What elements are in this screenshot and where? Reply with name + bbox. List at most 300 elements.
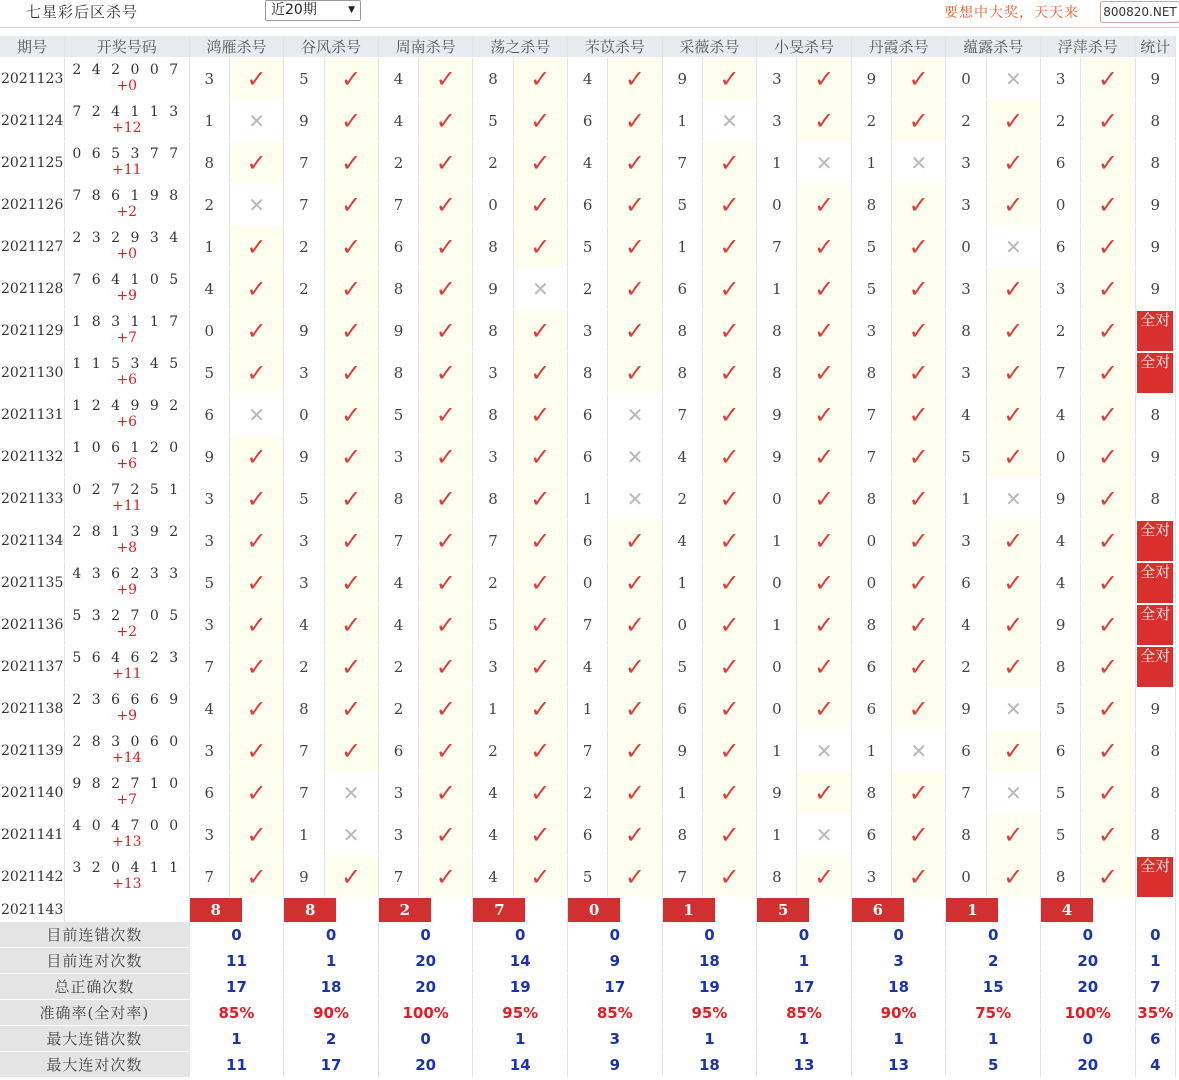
kill-number: 5 xyxy=(284,478,324,520)
table-row xyxy=(0,310,1176,352)
check-icon: ✓ xyxy=(719,610,740,639)
hit-mark-cell xyxy=(702,814,756,856)
kill-number: 3 xyxy=(378,436,418,478)
table-row xyxy=(0,646,1176,688)
kill-number: 7 xyxy=(284,142,324,184)
summary-value: 20 xyxy=(1041,1052,1136,1078)
summary-value: 85% xyxy=(568,1000,663,1026)
kill-number: 1 xyxy=(473,688,513,730)
hit-mark-cell xyxy=(324,226,378,268)
check-icon: ✓ xyxy=(341,568,362,597)
summary-value: 9 xyxy=(568,1052,663,1078)
hit-mark-cell xyxy=(229,100,283,142)
hit-mark-cell xyxy=(986,688,1040,730)
check-icon: ✓ xyxy=(1097,442,1118,471)
current-kill-number: 6 xyxy=(852,898,904,922)
kill-number: 1 xyxy=(662,562,702,604)
issue-number: 2021127 xyxy=(0,226,64,268)
table-row xyxy=(0,478,1176,520)
check-icon: ✓ xyxy=(246,232,267,261)
check-icon: ✓ xyxy=(341,274,362,303)
check-icon: ✓ xyxy=(1097,568,1118,597)
kill-number: 9 xyxy=(1041,478,1081,520)
check-icon: ✓ xyxy=(341,610,362,639)
column-header-predictor[interactable]: 蕴露杀号 xyxy=(946,36,1041,58)
kill-number: 3 xyxy=(378,772,418,814)
kill-number: 5 xyxy=(851,226,891,268)
check-icon: ✓ xyxy=(341,190,362,219)
hit-mark-cell xyxy=(229,226,283,268)
kill-number: 0 xyxy=(473,184,513,226)
current-kill-number: 0 xyxy=(568,898,620,922)
draw-numbers xyxy=(64,646,189,688)
kill-number: 1 xyxy=(568,688,608,730)
hit-mark-cell xyxy=(892,520,946,562)
draw-numbers xyxy=(64,520,189,562)
hit-mark-cell xyxy=(892,58,946,100)
column-header-predictor[interactable]: 采薇杀号 xyxy=(662,36,757,58)
check-icon: ✓ xyxy=(530,106,551,135)
hit-mark-cell xyxy=(419,58,473,100)
hit-mark-cell xyxy=(608,856,662,898)
kill-number: 4 xyxy=(568,142,608,184)
hit-mark-cell xyxy=(1081,394,1135,436)
hit-mark-cell xyxy=(986,142,1040,184)
check-icon: ✓ xyxy=(719,568,740,597)
check-icon: ✓ xyxy=(530,190,551,219)
kill-number: 3 xyxy=(946,142,986,184)
kill-number: 6 xyxy=(189,772,229,814)
check-icon: ✓ xyxy=(1097,778,1118,807)
check-icon: ✓ xyxy=(435,316,456,345)
kill-number: 5 xyxy=(378,394,418,436)
hit-mark-cell xyxy=(324,142,378,184)
kill-number: 7 xyxy=(284,772,324,814)
column-header-stat[interactable]: 统计 xyxy=(1135,36,1175,58)
check-icon: ✓ xyxy=(908,442,929,471)
kill-number: 7 xyxy=(757,226,797,268)
check-icon: ✓ xyxy=(814,232,835,261)
kill-number: 5 xyxy=(189,562,229,604)
kill-number: 8 xyxy=(662,814,702,856)
hit-mark-cell xyxy=(702,184,756,226)
hit-mark-cell xyxy=(702,478,756,520)
period-select[interactable] xyxy=(265,0,361,21)
check-icon: ✓ xyxy=(246,652,267,681)
check-icon: ✓ xyxy=(530,568,551,597)
hit-mark-cell xyxy=(419,478,473,520)
cross-icon: ✕ xyxy=(815,822,833,847)
draw-extra: +11 xyxy=(112,162,142,178)
summary-value: 11 xyxy=(189,948,284,974)
issue-number: 2021139 xyxy=(0,730,64,772)
check-icon: ✓ xyxy=(530,64,551,93)
kill-number: 1 xyxy=(189,100,229,142)
current-kill-number: 2 xyxy=(379,898,431,922)
check-icon: ✓ xyxy=(814,442,835,471)
row-stat: 8 xyxy=(1135,814,1175,856)
check-icon: ✓ xyxy=(624,526,645,555)
kill-number: 3 xyxy=(378,814,418,856)
hit-mark-cell xyxy=(1081,604,1135,646)
kill-number: 4 xyxy=(946,394,986,436)
check-icon: ✓ xyxy=(908,190,929,219)
cross-icon: ✕ xyxy=(721,108,738,133)
hit-mark-cell xyxy=(986,268,1040,310)
summary-label: 目前连错次数 xyxy=(0,922,189,948)
row-stat: 8 xyxy=(1135,394,1175,436)
kill-number: 7 xyxy=(662,142,702,184)
kill-number: 2 xyxy=(284,226,324,268)
summary-value: 18 xyxy=(284,974,379,1000)
table-row xyxy=(0,562,1176,604)
hit-mark-cell xyxy=(513,478,567,520)
summary-value: 75% xyxy=(946,1000,1041,1026)
check-icon: ✓ xyxy=(1003,190,1024,219)
hit-mark-cell xyxy=(797,310,851,352)
kill-number: 4 xyxy=(378,562,418,604)
issue-number: 2021130 xyxy=(0,352,64,394)
issue-number: 2021134 xyxy=(0,520,64,562)
kill-number: 6 xyxy=(1041,730,1081,772)
kill-number: 6 xyxy=(378,730,418,772)
check-icon: ✓ xyxy=(624,232,645,261)
check-icon: ✓ xyxy=(624,652,645,681)
draw-numbers xyxy=(64,730,189,772)
check-icon: ✓ xyxy=(435,694,456,723)
hit-mark-cell xyxy=(513,100,567,142)
table-row xyxy=(0,352,1176,394)
check-icon: ✓ xyxy=(530,778,551,807)
hit-mark-cell xyxy=(986,478,1040,520)
kill-number: 0 xyxy=(757,688,797,730)
hit-mark-cell xyxy=(1081,730,1135,772)
summary-value: 100% xyxy=(378,1000,473,1026)
kill-number: 0 xyxy=(851,520,891,562)
summary-value: 17 xyxy=(757,974,852,1000)
hit-mark-cell xyxy=(797,604,851,646)
check-icon: ✓ xyxy=(814,778,835,807)
hit-mark-cell xyxy=(229,562,283,604)
column-header-draw[interactable]: 开奖号码 xyxy=(64,36,189,58)
top-bar xyxy=(0,0,1179,28)
issue-number: 2021123 xyxy=(0,58,64,100)
kill-number: 8 xyxy=(946,814,986,856)
cross-icon: ✕ xyxy=(1004,234,1022,259)
kill-number: 0 xyxy=(284,394,324,436)
hit-mark-cell xyxy=(702,646,756,688)
current-kill-number: 1 xyxy=(663,898,715,922)
kill-number: 1 xyxy=(946,478,986,520)
hit-mark-cell xyxy=(797,100,851,142)
kill-number: 9 xyxy=(757,436,797,478)
slogan-text: 要想中大奖，天天来 xyxy=(944,5,1079,21)
hit-mark-cell xyxy=(986,520,1040,562)
summary-value: 0 xyxy=(1041,1026,1136,1052)
summary-value: 100% xyxy=(1041,1000,1136,1026)
kill-number: 0 xyxy=(946,58,986,100)
hit-mark-cell xyxy=(608,814,662,856)
kill-number: 3 xyxy=(189,730,229,772)
kill-number: 9 xyxy=(473,268,513,310)
kill-number: 3 xyxy=(189,814,229,856)
summary-row xyxy=(0,1026,1176,1052)
check-icon: ✓ xyxy=(1097,736,1118,765)
hit-mark-cell xyxy=(1081,772,1135,814)
kill-number: 7 xyxy=(662,856,702,898)
kill-number: 6 xyxy=(568,184,608,226)
kill-number: 3 xyxy=(946,184,986,226)
kill-number: 5 xyxy=(1041,688,1081,730)
hit-mark-cell xyxy=(419,184,473,226)
hit-mark-cell xyxy=(324,352,378,394)
check-icon: ✓ xyxy=(530,358,551,387)
hit-mark-cell xyxy=(513,268,567,310)
hit-mark-cell xyxy=(608,142,662,184)
hit-mark-cell xyxy=(702,268,756,310)
kill-number: 0 xyxy=(662,604,702,646)
column-header-predictor[interactable]: 荡之杀号 xyxy=(473,36,568,58)
kill-number: 2 xyxy=(473,562,513,604)
draw-numbers xyxy=(64,142,189,184)
hit-mark-cell xyxy=(608,268,662,310)
hit-mark-cell xyxy=(797,394,851,436)
check-icon: ✓ xyxy=(1003,526,1024,555)
check-icon: ✓ xyxy=(624,568,645,597)
check-icon: ✓ xyxy=(1097,106,1118,135)
row-stat: 9 xyxy=(1135,58,1175,100)
hit-mark-cell xyxy=(1081,310,1135,352)
summary-value: 1 xyxy=(189,1026,284,1052)
hit-mark-cell xyxy=(797,730,851,772)
hit-mark-cell xyxy=(324,688,378,730)
issue-number: 2021133 xyxy=(0,478,64,520)
kill-number: 5 xyxy=(473,604,513,646)
kill-number: 4 xyxy=(378,604,418,646)
hit-mark-cell xyxy=(513,646,567,688)
kill-number: 2 xyxy=(851,100,891,142)
hit-mark-cell xyxy=(892,478,946,520)
check-icon: ✓ xyxy=(530,442,551,471)
current-kill-cell xyxy=(284,898,379,923)
column-header-issue[interactable]: 期号 xyxy=(0,36,64,58)
check-icon: ✓ xyxy=(530,820,551,849)
kill-number: 8 xyxy=(757,310,797,352)
hit-mark-cell xyxy=(1081,352,1135,394)
check-icon: ✓ xyxy=(624,274,645,303)
check-icon: ✓ xyxy=(341,64,362,93)
check-icon: ✓ xyxy=(1003,148,1024,177)
column-header-predictor[interactable]: 谷风杀号 xyxy=(284,36,379,58)
hit-mark-cell xyxy=(513,814,567,856)
kill-number: 1 xyxy=(662,226,702,268)
check-icon: ✓ xyxy=(814,190,835,219)
summary-stat: 0 xyxy=(1135,922,1175,948)
kill-number: 3 xyxy=(851,310,891,352)
draw-numbers xyxy=(64,310,189,352)
hit-mark-cell xyxy=(419,646,473,688)
check-icon: ✓ xyxy=(1003,316,1024,345)
check-icon: ✓ xyxy=(246,736,267,765)
check-icon: ✓ xyxy=(530,610,551,639)
column-header-predictor[interactable]: 鸿雁杀号 xyxy=(189,36,284,58)
issue-number: 2021124 xyxy=(0,100,64,142)
summary-value: 13 xyxy=(757,1052,852,1078)
hit-mark-cell xyxy=(608,100,662,142)
summary-value: 18 xyxy=(851,974,946,1000)
hit-mark-cell xyxy=(986,730,1040,772)
check-icon: ✓ xyxy=(341,358,362,387)
kill-number: 1 xyxy=(757,730,797,772)
row-stat: 8 xyxy=(1135,100,1175,142)
summary-value: 0 xyxy=(662,922,757,948)
check-icon: ✓ xyxy=(1097,148,1118,177)
hit-mark-cell xyxy=(513,772,567,814)
check-icon: ✓ xyxy=(246,820,267,849)
hit-mark-cell xyxy=(229,268,283,310)
summary-value: 1 xyxy=(946,1026,1041,1052)
hit-mark-cell xyxy=(513,604,567,646)
kill-number: 0 xyxy=(1041,436,1081,478)
check-icon: ✓ xyxy=(246,148,267,177)
check-icon: ✓ xyxy=(1097,64,1118,93)
column-header-predictor[interactable]: 丹霞杀号 xyxy=(851,36,946,58)
draw-numbers xyxy=(64,268,189,310)
kill-number: 8 xyxy=(473,58,513,100)
kill-number: 6 xyxy=(662,268,702,310)
draw-extra: +7 xyxy=(116,330,138,346)
row-stat xyxy=(1135,310,1175,352)
kill-number: 9 xyxy=(946,688,986,730)
check-icon: ✓ xyxy=(435,442,456,471)
kill-number: 9 xyxy=(378,310,418,352)
kill-number: 8 xyxy=(378,352,418,394)
check-icon: ✓ xyxy=(530,736,551,765)
kill-number: 7 xyxy=(473,520,513,562)
check-icon: ✓ xyxy=(435,778,456,807)
kill-number: 4 xyxy=(568,58,608,100)
kill-number: 4 xyxy=(473,814,513,856)
summary-stat: 7 xyxy=(1135,974,1175,1000)
draw-extra: +0 xyxy=(116,246,138,262)
hit-mark-cell xyxy=(892,100,946,142)
check-icon: ✓ xyxy=(435,400,456,429)
check-icon: ✓ xyxy=(719,484,740,513)
hit-mark-cell xyxy=(324,478,378,520)
kill-number: 0 xyxy=(568,562,608,604)
hit-mark-cell xyxy=(892,646,946,688)
summary-value: 18 xyxy=(662,948,757,974)
check-icon: ✓ xyxy=(908,526,929,555)
hit-mark-cell xyxy=(608,226,662,268)
kill-number: 1 xyxy=(189,226,229,268)
hit-mark-cell xyxy=(702,520,756,562)
kill-number: 0 xyxy=(189,310,229,352)
kill-number: 8 xyxy=(473,478,513,520)
hit-mark-cell xyxy=(229,688,283,730)
kill-number: 3 xyxy=(1041,268,1081,310)
hit-mark-cell xyxy=(324,58,378,100)
cross-icon: ✕ xyxy=(626,402,644,427)
check-icon: ✓ xyxy=(341,526,362,555)
check-icon: ✓ xyxy=(719,778,740,807)
kill-number: 3 xyxy=(946,268,986,310)
check-icon: ✓ xyxy=(341,442,362,471)
summary-value: 20 xyxy=(1041,948,1136,974)
issue-number: 2021131 xyxy=(0,394,64,436)
summary-value: 95% xyxy=(473,1000,568,1026)
column-header-predictor[interactable]: 周南杀号 xyxy=(378,36,473,58)
draw-numbers xyxy=(64,394,189,436)
check-icon: ✓ xyxy=(1003,400,1024,429)
check-icon: ✓ xyxy=(719,64,740,93)
table-row xyxy=(0,604,1176,646)
hit-mark-cell xyxy=(892,226,946,268)
kill-number: 4 xyxy=(1041,520,1081,562)
hit-mark-cell xyxy=(229,604,283,646)
summary-value: 90% xyxy=(851,1000,946,1026)
column-header-predictor[interactable]: 小旻杀号 xyxy=(757,36,852,58)
kill-number: 8 xyxy=(851,772,891,814)
summary-value: 0 xyxy=(946,922,1041,948)
kill-number: 3 xyxy=(757,100,797,142)
current-kill-cell xyxy=(189,898,284,923)
column-header-predictor[interactable]: 浮萍杀号 xyxy=(1041,36,1136,58)
check-icon: ✓ xyxy=(530,694,551,723)
kill-number: 5 xyxy=(473,100,513,142)
check-icon: ✓ xyxy=(719,736,740,765)
hit-mark-cell xyxy=(702,604,756,646)
kill-number: 2 xyxy=(378,646,418,688)
summary-value: 17 xyxy=(568,974,663,1000)
check-icon: ✓ xyxy=(719,694,740,723)
summary-value: 0 xyxy=(568,922,663,948)
kill-number: 3 xyxy=(1041,58,1081,100)
check-icon: ✓ xyxy=(341,652,362,681)
domain-badge[interactable]: 800820.NET xyxy=(1100,1,1179,23)
summary-value: 18 xyxy=(662,1052,757,1078)
kill-number: 5 xyxy=(1041,772,1081,814)
check-icon: ✓ xyxy=(719,526,740,555)
check-icon: ✓ xyxy=(814,610,835,639)
cross-icon: ✕ xyxy=(342,780,360,805)
hit-mark-cell xyxy=(513,856,567,898)
check-icon: ✓ xyxy=(1003,862,1024,891)
hit-mark-cell xyxy=(229,436,283,478)
kill-number: 0 xyxy=(946,226,986,268)
check-icon: ✓ xyxy=(1097,316,1118,345)
hit-mark-cell xyxy=(797,688,851,730)
hit-mark-cell xyxy=(797,772,851,814)
row-stat xyxy=(1135,562,1175,604)
hit-mark-cell xyxy=(513,730,567,772)
check-icon: ✓ xyxy=(1097,610,1118,639)
check-icon: ✓ xyxy=(814,64,835,93)
kill-number: 4 xyxy=(662,520,702,562)
check-icon: ✓ xyxy=(1003,358,1024,387)
all-right-badge: 全对 xyxy=(1137,311,1173,351)
current-kill-cell xyxy=(946,898,1041,923)
kill-number: 2 xyxy=(568,268,608,310)
column-header-predictor[interactable]: 芣苡杀号 xyxy=(568,36,663,58)
kill-number: 2 xyxy=(946,100,986,142)
kill-number: 7 xyxy=(1041,352,1081,394)
check-icon: ✓ xyxy=(341,232,362,261)
kill-number: 0 xyxy=(757,562,797,604)
kill-number: 8 xyxy=(473,310,513,352)
all-right-badge: 全对 xyxy=(1137,563,1173,603)
issue-number: 2021141 xyxy=(0,814,64,856)
